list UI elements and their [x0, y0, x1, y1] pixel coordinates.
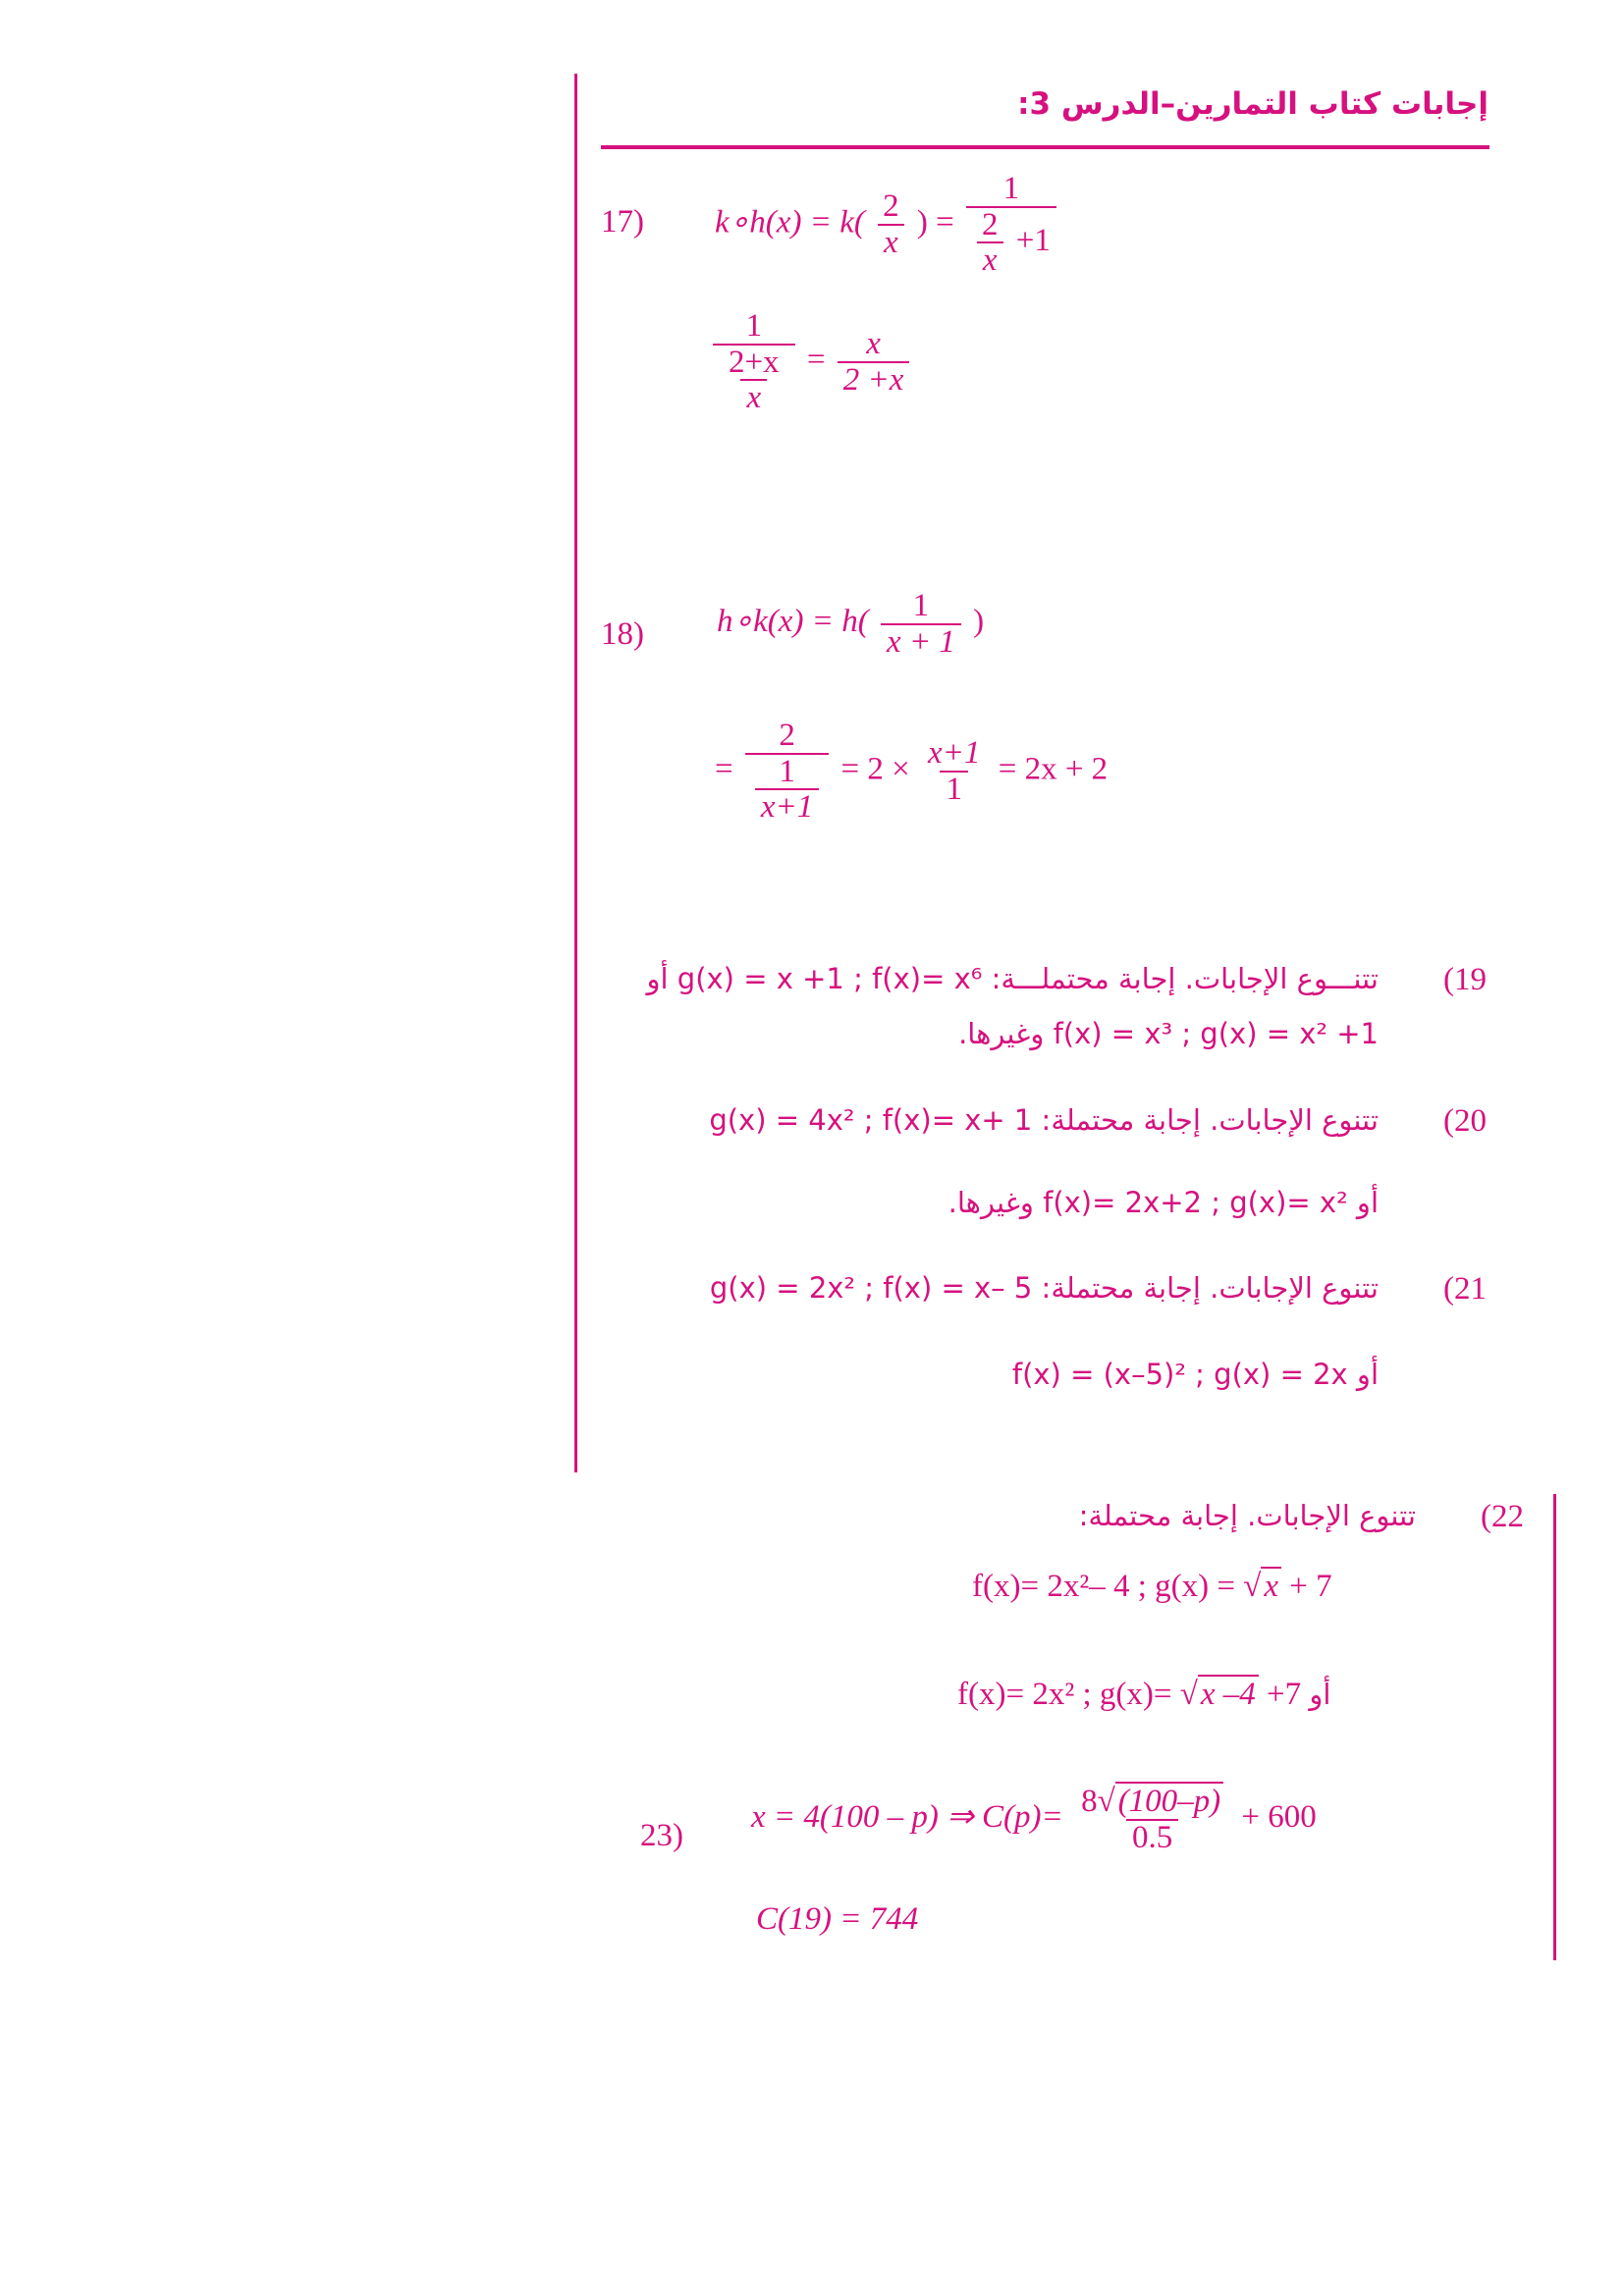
expr: = 2x + 2 [998, 751, 1109, 787]
fraction [1075, 1785, 1229, 1854]
denominator: x + 1 [881, 623, 961, 660]
denominator: x [878, 224, 904, 260]
expr: = [806, 342, 826, 378]
numerator: 1 [912, 588, 930, 623]
denominator: 1 [940, 771, 968, 807]
exercise-19-line2: f(x) = x³ ; g(x) = x² +1 وغيرها. [958, 1017, 1379, 1050]
numerator: 2 [779, 718, 795, 753]
expr: x = 4(100 – p) ⇒ C(p)= [751, 1799, 1063, 1836]
exercise-19-number: (19 [1443, 962, 1487, 997]
exercise-19-line1: تتنـــوع الإجابات. إجابة محتملـــة: g(x) = x +1 ; f(x)= x⁶ أو [646, 962, 1379, 995]
denominator [966, 206, 1056, 278]
exercise-21-number: (21 [1443, 1271, 1487, 1307]
expr: +1 [1015, 222, 1051, 258]
exercise-17-line2 [709, 309, 913, 415]
fraction [877, 189, 905, 259]
denominator: x [740, 379, 767, 415]
numerator: x [866, 326, 881, 362]
expr: ) [973, 604, 985, 640]
exercise-22-line3 [957, 1677, 1330, 1713]
denominator [745, 753, 829, 825]
sqrt-radicand: x [1261, 1567, 1281, 1604]
expr: h∘k(x) = h( [717, 604, 869, 640]
denominator: x+1 [755, 788, 819, 825]
exercise-18-line1 [717, 589, 984, 659]
exercise-20-line2: أو f(x)= 2x+2 ; g(x)= x² وغيرها. [947, 1186, 1379, 1219]
expr: + 7 [1289, 1569, 1332, 1604]
exercise-23-line2: C(19) = 744 [756, 1901, 919, 1937]
exercise-17-number: 17) [601, 204, 644, 240]
expr: ) = [916, 204, 954, 240]
numerator: 8√(100–p) [1075, 1785, 1229, 1819]
page-header: إجابات كتاب التمارين–الدرس 3: [1017, 86, 1489, 122]
exercise-18-line2 [715, 719, 1108, 825]
exercise-22-number: (22 [1481, 1499, 1524, 1534]
expr: k∘h(x) = k( [715, 204, 865, 240]
numerator: 2 [981, 206, 999, 242]
exercise-22-line2 [972, 1569, 1332, 1605]
fraction [838, 327, 910, 397]
complex-fraction [713, 309, 795, 415]
numerator: 1 [745, 308, 763, 344]
expr: f(x)= 2x²– 4 ; g(x) = [972, 1569, 1235, 1604]
exercise-22-line1: تتنوع الإجابات. إجابة محتملة: [1078, 1499, 1416, 1532]
exercise-20-number: (20 [1443, 1103, 1487, 1139]
inner-fraction [976, 208, 1004, 278]
exercise-21-line2: أو f(x) = (x–5)² ; g(x) = 2x [1011, 1358, 1379, 1391]
fraction [922, 736, 986, 806]
inner-fraction [755, 755, 819, 825]
expr: = 2 × [840, 751, 910, 787]
complex-fraction [745, 719, 829, 825]
numerator: 1 [1002, 171, 1020, 206]
exercise-23-number: 23) [640, 1818, 683, 1853]
exercise-23-line1 [751, 1785, 1317, 1854]
header-rule [601, 145, 1489, 149]
expr: + 600 [1241, 1799, 1317, 1836]
exercise-20-line1: تتنوع الإجابات. إجابة محتملة: g(x) = 4x² ; f(x)= x+ 1 [709, 1103, 1379, 1137]
sqrt-radicand: x –4 [1198, 1675, 1259, 1712]
exercise-18-number: 18) [601, 616, 644, 652]
complex-fraction [966, 172, 1056, 278]
right-column-rule [1553, 1494, 1556, 1960]
numerator: 1 [779, 753, 795, 789]
denominator [713, 344, 795, 415]
sqrt-radicand: (100–p) [1115, 1782, 1223, 1819]
denominator: x [977, 241, 1003, 278]
or-label: أو [1309, 1678, 1331, 1711]
denominator: 2 +x [838, 361, 910, 398]
sqrt-sign: √ [1179, 1677, 1198, 1712]
numerator: 2+x [729, 344, 780, 380]
expr: = [715, 751, 733, 787]
exercise-17-line1 [715, 172, 1060, 278]
numerator: x+1 [928, 735, 981, 772]
inner-fraction [723, 346, 785, 415]
fraction [881, 589, 961, 659]
left-column-rule [574, 74, 577, 1472]
denominator: 0.5 [1126, 1819, 1178, 1855]
expr: f(x)= 2x² ; g(x)= [957, 1677, 1172, 1712]
sqrt-sign: √ [1243, 1569, 1262, 1604]
numerator: 2 [883, 188, 899, 225]
sqrt-sign: √ [1097, 1784, 1115, 1819]
expr: +7 [1267, 1677, 1302, 1712]
exercise-21-line1: تتنوع الإجابات. إجابة محتملة: g(x) = 2x² ; f(x) = x– 5 [709, 1271, 1379, 1305]
